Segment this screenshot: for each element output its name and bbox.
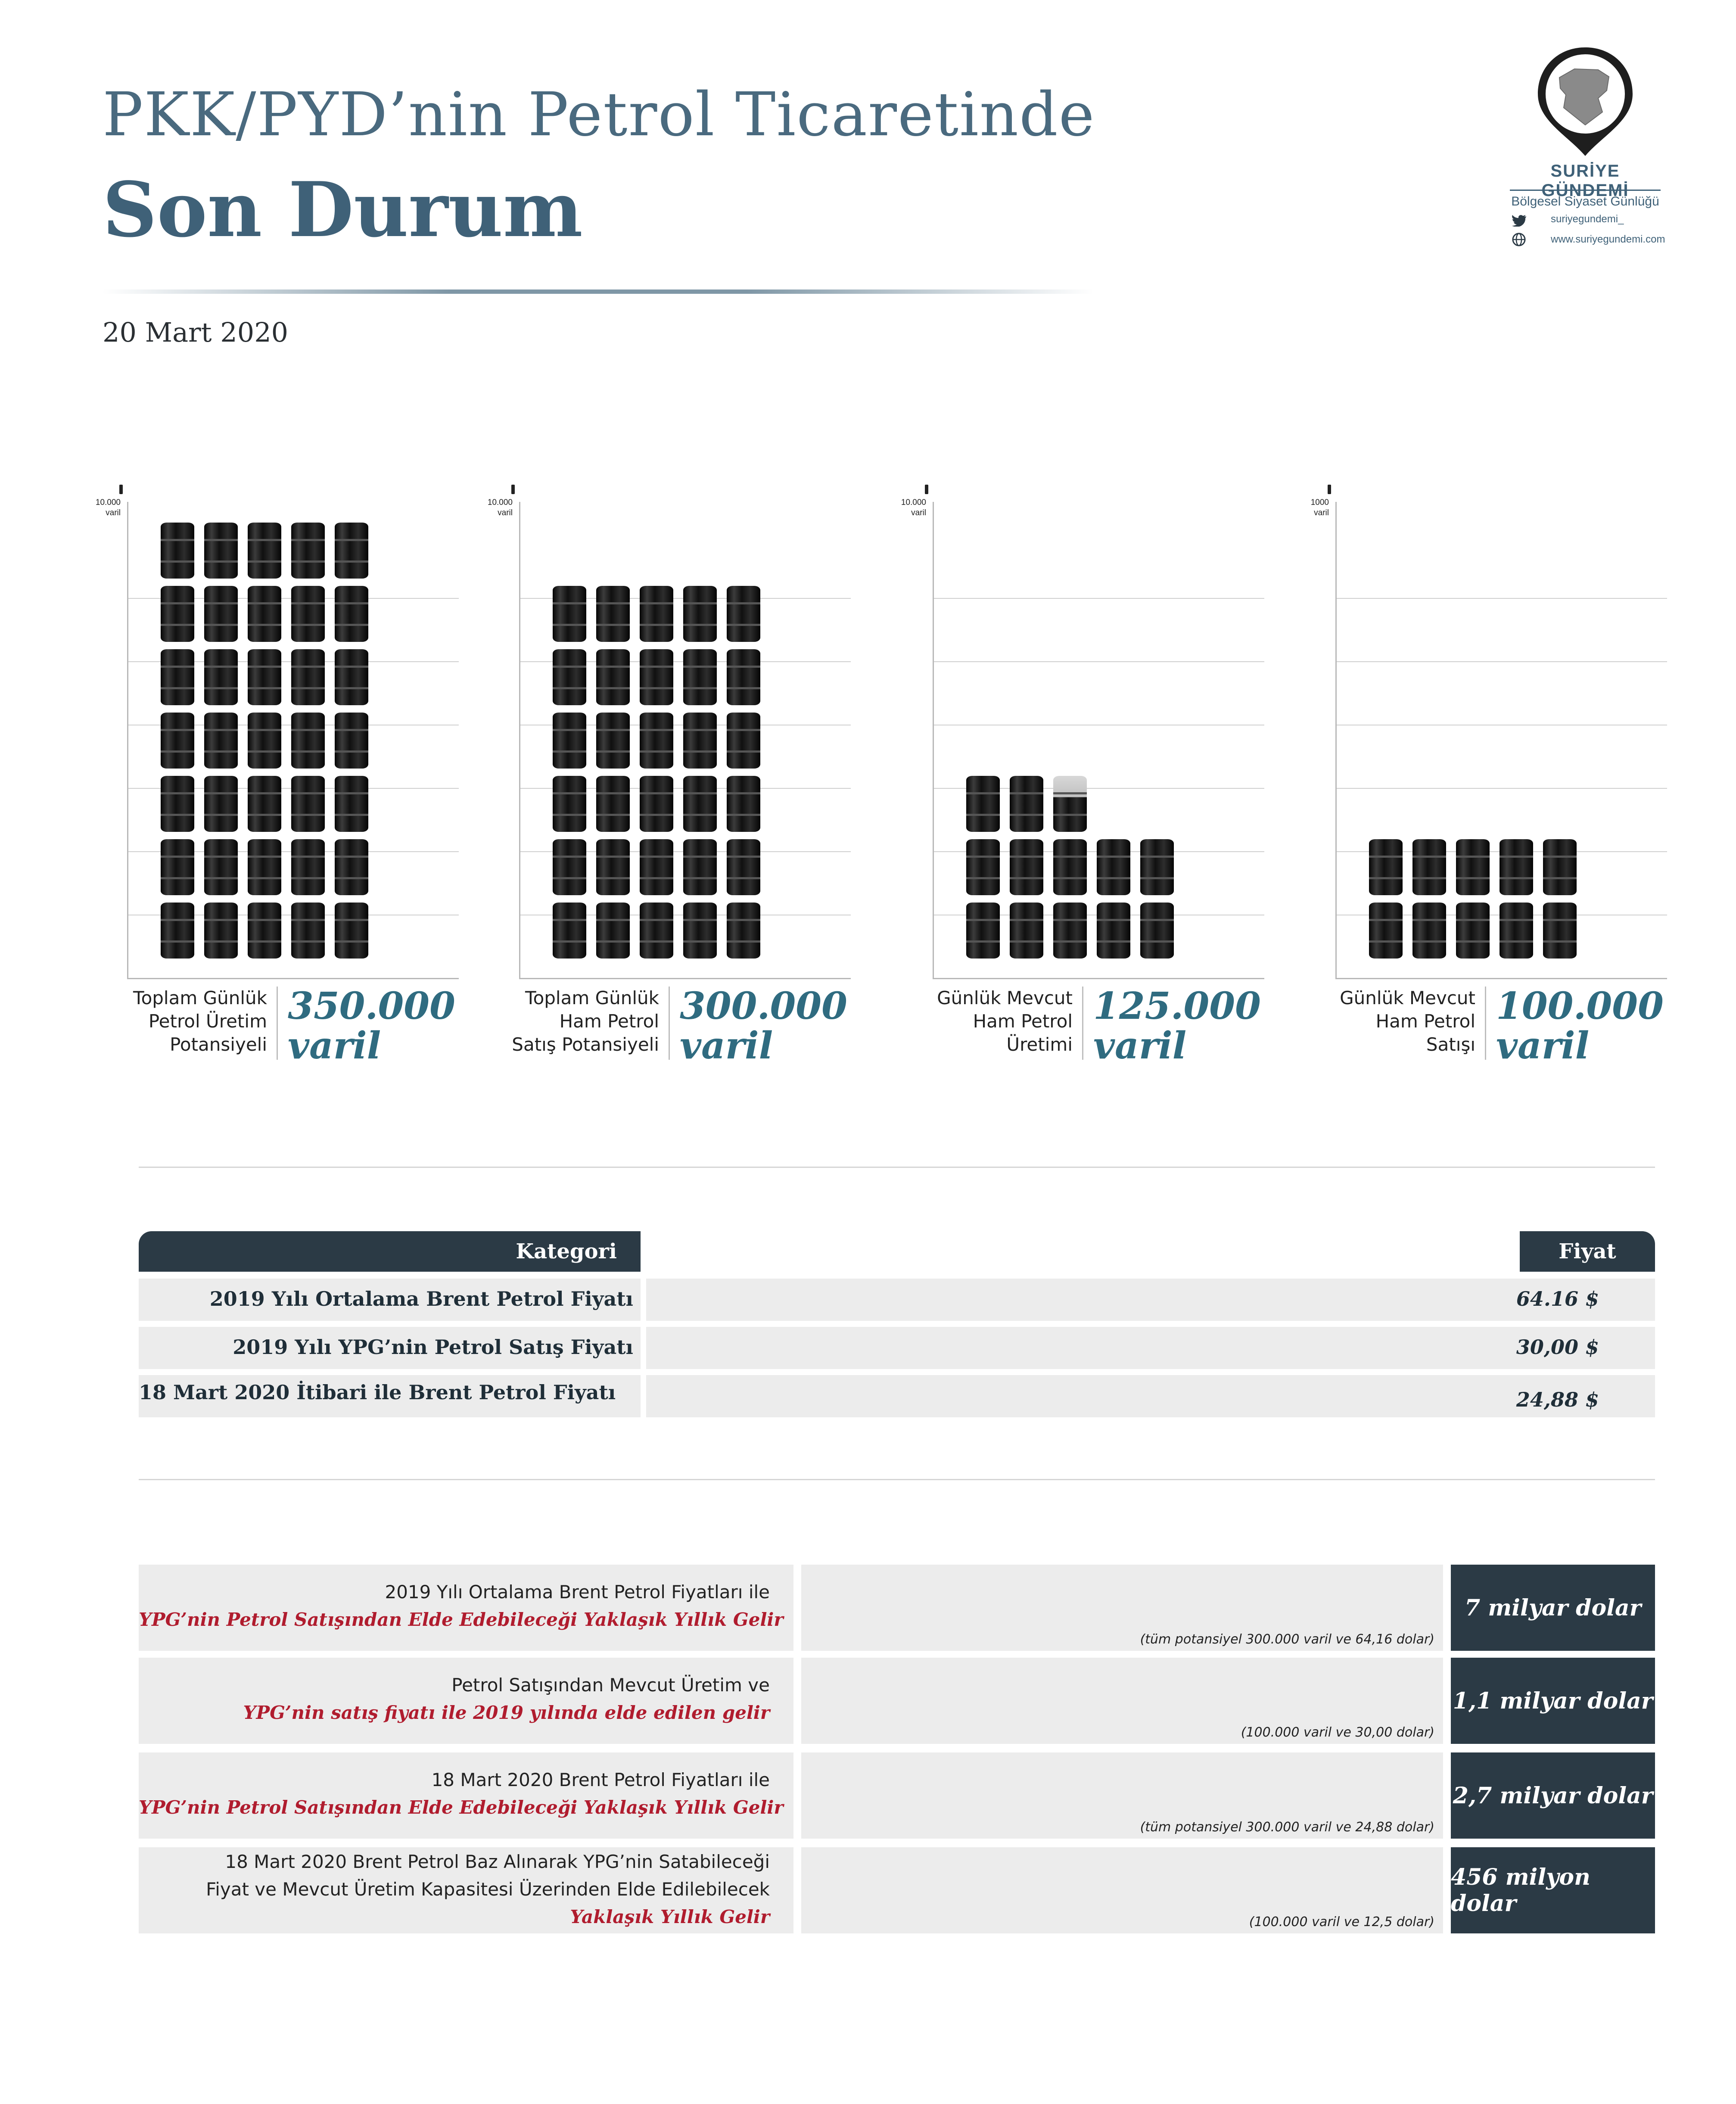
x-axis	[519, 978, 851, 979]
oil-barrel-icon	[291, 586, 325, 642]
oil-barrel-icon	[553, 839, 586, 895]
oil-barrel-icon	[727, 649, 760, 705]
price-table-header-price: Fiyat	[1520, 1231, 1655, 1272]
revenue-row-1-value: 7 milyar dolar	[1451, 1565, 1655, 1651]
oil-barrel-icon	[640, 586, 673, 642]
syria-map-pin-icon	[1534, 43, 1637, 159]
oil-barrel-icon	[161, 839, 194, 895]
revenue-row-1-highlight: YPG’nin Petrol Satışından Elde Edebileceği Yaklaşık Yıllık Gelir	[139, 1609, 784, 1630]
oil-barrel-icon	[683, 713, 717, 769]
oil-barrel-icon	[335, 713, 368, 769]
price-row-2-category: 2019 Yılı YPG’nin Petrol Satış Fiyatı	[233, 1335, 633, 1359]
page-title-line1: PKK/PYD’nin Petrol Ticaretinde	[103, 80, 1095, 150]
oil-barrel-icon	[1097, 903, 1130, 959]
oil-barrel-icon	[1412, 839, 1446, 895]
oil-barrel-icon	[966, 839, 1000, 895]
chart2-label	[457, 987, 659, 1056]
chart4-value-unit: varil	[1496, 1024, 1590, 1068]
oil-barrel-icon	[1500, 839, 1533, 895]
logo-twitter-handle[interactable]: suriyegundemi_	[1551, 213, 1624, 225]
title-divider	[103, 289, 1093, 294]
price-row-3-price: 24,88 $	[1516, 1388, 1599, 1411]
revenue-row-2-description	[139, 1658, 793, 1744]
chart4-label-line3: Satışı	[1426, 1034, 1475, 1055]
oil-barrel-icon	[248, 903, 281, 959]
chart-unit-label: 1000 varil	[1310, 498, 1329, 517]
oil-barrel-icon	[683, 839, 717, 895]
oil-barrel-icon	[966, 903, 1000, 959]
chart3-value-unit: varil	[1093, 1024, 1187, 1068]
revenue-row-2-note: (100.000 varil ve 30,00 dolar)	[1241, 1725, 1434, 1740]
oil-barrel-icon	[640, 903, 673, 959]
oil-barrel-icon	[1412, 903, 1446, 959]
chart4-label	[1273, 987, 1475, 1056]
y-axis	[519, 502, 520, 978]
chart3-label-line3: Üretimi	[1006, 1034, 1073, 1055]
revenue-row-3-description	[139, 1752, 793, 1839]
oil-barrel-icon	[683, 649, 717, 705]
section-divider-1	[139, 1167, 1655, 1168]
oil-barrel-icon	[1456, 839, 1490, 895]
page-title-line2: Son Durum	[103, 166, 583, 254]
oil-barrel-icon	[1097, 839, 1130, 895]
oil-barrel-icon	[204, 903, 238, 959]
oil-barrel-icon	[596, 776, 630, 832]
chart-unit-label: 10.000 varil	[487, 498, 513, 517]
revenue-row-3-highlight: YPG’nin Petrol Satışından Elde Edebileceği Yaklaşık Yıllık Gelir	[139, 1797, 784, 1818]
chart2-value-unit: varil	[680, 1024, 773, 1068]
oil-barrel-icon	[161, 713, 194, 769]
chart1-value	[288, 984, 455, 1068]
oil-barrel-icon	[1053, 839, 1087, 895]
revenue-row-4-highlight: Yaklaşık Yıllık Gelir	[570, 1906, 770, 1927]
oil-barrel-icon	[248, 649, 281, 705]
oil-barrel-icon	[1140, 839, 1174, 895]
oil-barrel-icon	[248, 713, 281, 769]
chart4-value-number: 100.000	[1496, 984, 1664, 1028]
chart4-value	[1496, 984, 1664, 1068]
oil-barrel-icon	[640, 839, 673, 895]
chart1-label-line3: Potansiyeli	[170, 1034, 267, 1055]
revenue-row-4-value: 456 milyon dolar	[1451, 1847, 1655, 1933]
oil-barrel-icon	[248, 523, 281, 579]
oil-barrel-icon	[204, 839, 238, 895]
oil-barrel-icon	[248, 586, 281, 642]
oil-barrel-icon	[596, 839, 630, 895]
oil-barrel-icon	[596, 649, 630, 705]
chart2-divider	[669, 987, 670, 1060]
x-axis	[127, 978, 459, 979]
oil-barrel-icon	[161, 586, 194, 642]
barrel-unit-icon	[511, 485, 515, 494]
oil-barrel-icon	[1010, 776, 1043, 832]
oil-barrel-icon	[596, 586, 630, 642]
chart2-value	[680, 984, 847, 1068]
oil-barrel-icon	[727, 586, 760, 642]
oil-barrel-icon	[683, 776, 717, 832]
revenue-row-1-note: (tüm potansiyel 300.000 varil ve 64,16 dolar)	[1140, 1632, 1434, 1647]
oil-barrel-icon	[335, 586, 368, 642]
revenue-row-3-note: (tüm potansiyel 300.000 varil ve 24,88 dolar)	[1140, 1820, 1434, 1835]
oil-barrel-icon	[161, 776, 194, 832]
oil-barrel-icon	[291, 713, 325, 769]
twitter-icon	[1512, 215, 1529, 227]
oil-barrel-icon	[727, 776, 760, 832]
chart1-label	[65, 987, 267, 1056]
oil-barrel-icon	[683, 586, 717, 642]
oil-barrel-icon	[248, 776, 281, 832]
logo-subtitle: Bölgesel Siyaset Günlüğü	[1510, 190, 1661, 209]
chart3-label-line2: Ham Petrol	[973, 1011, 1073, 1032]
oil-barrel-icon	[1500, 903, 1533, 959]
oil-barrel-icon	[553, 649, 586, 705]
oil-barrel-icon	[1369, 903, 1403, 959]
oil-barrel-icon	[640, 776, 673, 832]
oil-barrel-icon	[335, 523, 368, 579]
oil-barrel-icon	[553, 586, 586, 642]
oil-barrel-icon	[291, 649, 325, 705]
price-table-header-category: Kategori	[139, 1231, 641, 1272]
oil-barrel-icon	[727, 839, 760, 895]
oil-barrel-icon	[204, 523, 238, 579]
oil-barrel-icon	[335, 649, 368, 705]
chart4-divider	[1485, 987, 1486, 1060]
oil-barrel-icon	[966, 776, 1000, 832]
oil-barrel-icon	[727, 713, 760, 769]
oil-barrel-icon	[248, 839, 281, 895]
oil-barrel-icon	[596, 903, 630, 959]
oil-barrel-icon	[291, 903, 325, 959]
publish-date: 20 Mart 2020	[103, 317, 289, 348]
price-row-1-price: 64.16 $	[1516, 1287, 1599, 1310]
chart3-divider	[1082, 987, 1083, 1060]
oil-barrel-icon	[596, 713, 630, 769]
chart3-label-line1: Günlük Mevcut	[937, 987, 1073, 1008]
oil-barrel-icon	[335, 903, 368, 959]
oil-barrel-icon	[640, 713, 673, 769]
revenue-row-4-line2: Fiyat ve Mevcut Üretim Kapasitesi Üzerinden Elde Edilebilecek	[206, 1879, 770, 1900]
oil-barrel-icon	[161, 903, 194, 959]
chart-unit-label: 10.000 varil	[95, 498, 121, 517]
gridline	[1335, 598, 1667, 599]
chart-unit-label: 10.000 varil	[901, 498, 926, 517]
chart1-divider	[277, 987, 278, 1060]
x-axis	[1335, 978, 1667, 979]
chart2-value-number: 300.000	[680, 984, 847, 1028]
oil-barrel-icon	[1543, 839, 1577, 895]
oil-barrel-icon	[291, 523, 325, 579]
barrel-unit-icon	[1328, 485, 1331, 494]
oil-barrel-icon	[335, 839, 368, 895]
gridline	[933, 598, 1264, 599]
oil-barrel-icon	[1010, 839, 1043, 895]
chart4-label-line2: Ham Petrol	[1375, 1011, 1475, 1032]
price-row-1-category: 2019 Yılı Ortalama Brent Petrol Fiyatı	[209, 1287, 633, 1310]
chart2-label-line2: Ham Petrol	[559, 1011, 659, 1032]
globe-icon	[1512, 233, 1527, 247]
partial-barrel-icon	[1053, 776, 1087, 832]
oil-barrel-icon	[204, 713, 238, 769]
chart2-label-line3: Satış Potansiyeli	[512, 1034, 659, 1055]
oil-barrel-icon	[204, 776, 238, 832]
gridline	[1335, 788, 1667, 789]
gridline	[1335, 661, 1667, 662]
barrel-unit-icon	[925, 485, 928, 494]
oil-barrel-icon	[1369, 839, 1403, 895]
oil-barrel-icon	[1053, 903, 1087, 959]
chart1-label-line1: Toplam Günlük	[133, 987, 267, 1008]
y-axis	[127, 502, 128, 978]
chart3-label	[870, 987, 1073, 1056]
chart4-label-line1: Günlük Mevcut	[1340, 987, 1475, 1008]
revenue-row-2-line1: Petrol Satışından Mevcut Üretim ve	[451, 1674, 770, 1696]
revenue-row-1-description	[139, 1565, 793, 1651]
chart3-value-number: 125.000	[1093, 984, 1261, 1028]
chart1-label-line2: Petrol Üretim	[148, 1011, 267, 1032]
oil-barrel-icon	[1010, 903, 1043, 959]
oil-barrel-icon	[291, 839, 325, 895]
oil-barrel-icon	[204, 586, 238, 642]
chart1-value-number: 350.000	[288, 984, 455, 1028]
chart1-value-unit: varil	[288, 1024, 381, 1068]
oil-barrel-icon	[161, 649, 194, 705]
revenue-row-3-value: 2,7 milyar dolar	[1451, 1752, 1655, 1839]
oil-barrel-icon	[204, 649, 238, 705]
revenue-row-2-value: 1,1 milyar dolar	[1451, 1658, 1655, 1744]
gridline	[933, 661, 1264, 662]
oil-barrel-icon	[1140, 903, 1174, 959]
chart2-label-line1: Toplam Günlük	[525, 987, 659, 1008]
oil-barrel-icon	[553, 776, 586, 832]
oil-barrel-icon	[291, 776, 325, 832]
revenue-row-3-line1: 18 Mart 2020 Brent Petrol Fiyatları ile	[431, 1769, 770, 1790]
logo-brand: SURİYE GÜNDEMİ	[1541, 162, 1629, 200]
barrel-unit-icon	[119, 485, 123, 494]
oil-barrel-icon	[727, 903, 760, 959]
price-row-2-price: 30,00 $	[1516, 1335, 1599, 1359]
oil-barrel-icon	[1543, 903, 1577, 959]
oil-barrel-icon	[1456, 903, 1490, 959]
oil-barrel-icon	[335, 776, 368, 832]
revenue-row-4-note: (100.000 varil ve 12,5 dolar)	[1249, 1914, 1434, 1930]
revenue-row-4-description	[139, 1847, 793, 1933]
section-divider-2	[139, 1479, 1655, 1480]
y-axis	[1335, 502, 1337, 978]
oil-barrel-icon	[683, 903, 717, 959]
chart3-value	[1093, 984, 1261, 1068]
price-row-3-category: 18 Mart 2020 İtibari ile Brent Petrol Fiyatı	[139, 1381, 616, 1404]
logo-website[interactable]: www.suriyegundemi.com	[1551, 233, 1665, 245]
revenue-row-1-line1: 2019 Yılı Ortalama Brent Petrol Fiyatları ile	[385, 1581, 770, 1603]
revenue-row-2-highlight: YPG’nin satış fiyatı ile 2019 yılında elde edilen gelir	[243, 1702, 770, 1723]
oil-barrel-icon	[553, 903, 586, 959]
oil-barrel-icon	[640, 649, 673, 705]
oil-barrel-icon	[553, 713, 586, 769]
y-axis	[933, 502, 934, 978]
revenue-row-4-line1: 18 Mart 2020 Brent Petrol Baz Alınarak YPG’nin Satabileceği	[225, 1851, 770, 1872]
x-axis	[933, 978, 1264, 979]
oil-barrel-icon	[161, 523, 194, 579]
